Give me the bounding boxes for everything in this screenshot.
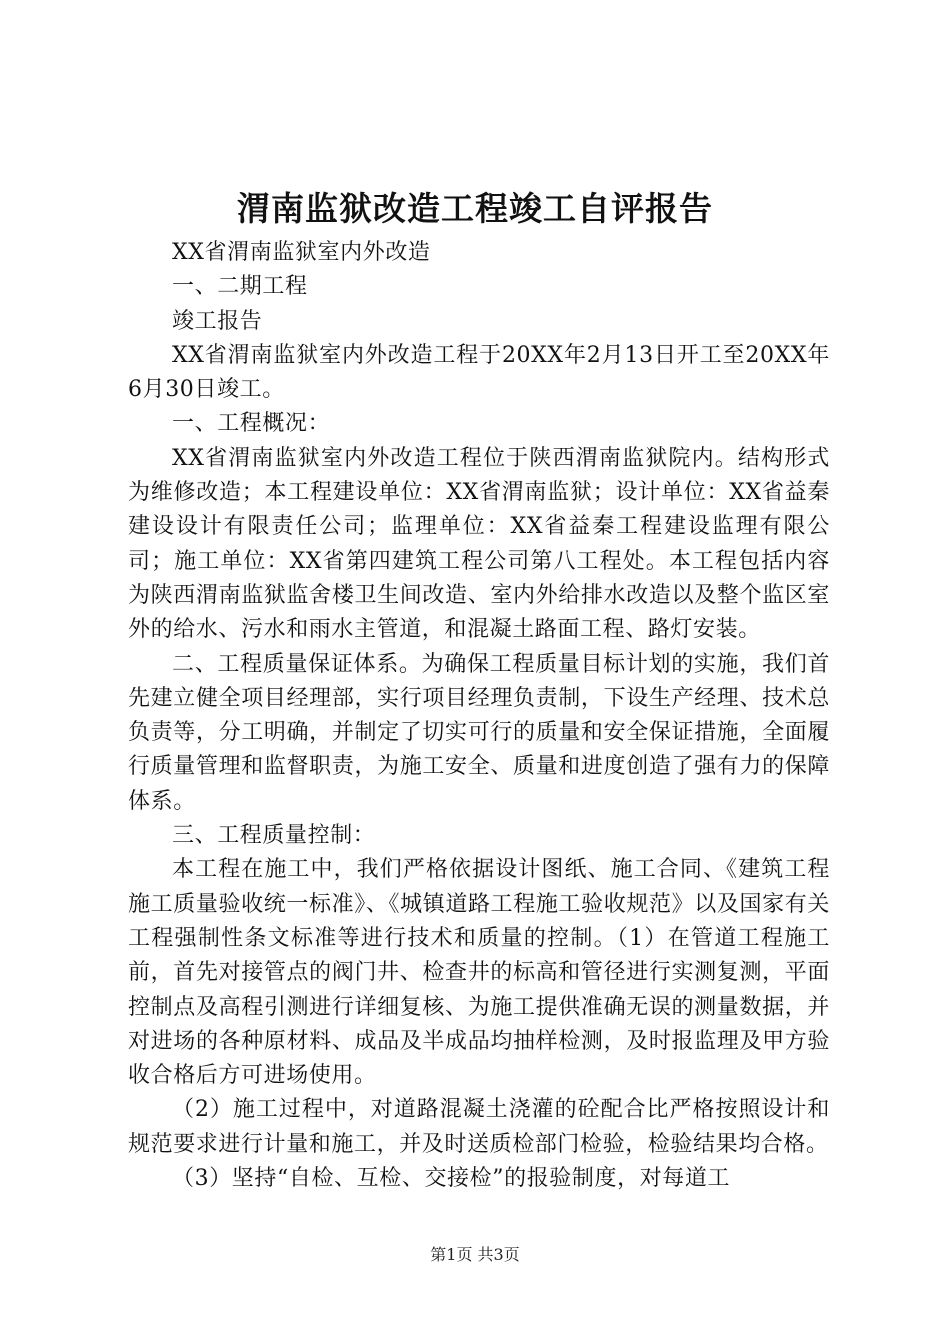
heading-overview: 一、工程概况：: [172, 411, 331, 437]
paragraph-dates: XX省渭南监狱室内外改造工程于20XX年2月13日开工至20XX年6月30日竣工。: [128, 342, 830, 403]
paragraph-quality-control: 本工程在施工中，我们严格依据设计图纸、施工合同、《建筑工程施工质量验收统一标准》、《城镇道路工程施工验收规范》以及国家有关工程强制性条文标准等进行技术和质量的控制。（1）在管道工程施工前，首先对接管点的阀门井、检查井的标高和管径进行实测复测，平面控制点及高程引测进行详细复核、为施工提供准确无误的测量数据，并对进场的各种原材料、成品及半成品均抽样检测，及时报监理及甲方验收合格后方可进场使用。: [128, 857, 830, 1089]
heading-quality-control: 三、工程质量控制：: [172, 823, 376, 849]
paragraph-report-label: 竣工报告: [172, 308, 263, 334]
document-title: 渭南监狱改造工程竣工自评报告: [237, 189, 713, 228]
paragraph-phase: 一、二期工程: [172, 274, 308, 300]
paragraph-item-3: （3）坚持“自检、互检、交接检”的报验制度，对每道工: [172, 1166, 731, 1192]
paragraph-overview: XX省渭南监狱室内外改造工程位于陕西渭南监狱院内。结构形式为维修改造；本工程建设单位：XX省渭南监狱；设计单位：XX省益秦建设设计有限责任公司；监理单位：XX省益秦工程建设监理有限公司；施工单位：XX省第四建筑工程公司第八工程处。本工程包括内容为陕西渭南监狱监舍楼卫生间改造、室内外给排水改造以及整个监区室外的给水、污水和雨水主管道，和混凝土路面工程、路灯安装。: [128, 445, 830, 643]
paragraph-item-2: （2）施工过程中，对道路混凝土浇灌的砼配合比严格按照设计和规范要求进行计量和施工，并及时送质检部门检验，检验结果均合格。: [128, 1097, 830, 1157]
page-footer: 第1页 共3页: [430, 1245, 520, 1264]
document-body: [128, 236, 830, 1196]
paragraph-quality-system: 二、工程质量保证体系。为确保工程质量目标计划的实施，我们首先建立健全项目经理部，实行项目经理负责制，下设生产经理、技术总负责等，分工明确，并制定了切实可行的质量和安全保证措施，全面履行质量管理和监督职责，为施工安全、质量和进度创造了强有力的保障体系。: [128, 651, 830, 814]
paragraph-subject: XX省渭南监狱室内外改造: [172, 240, 431, 265]
